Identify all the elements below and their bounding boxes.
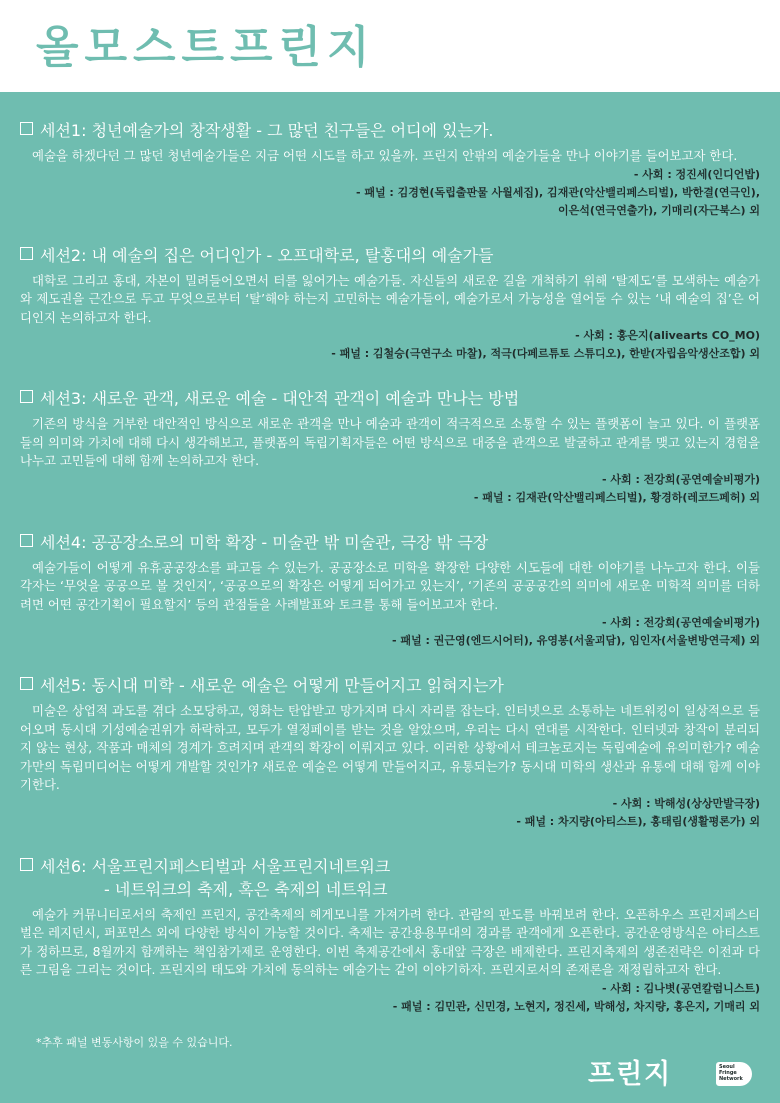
session-moderator: - 사회 : 김나볏(공연칼럼니스트) [601,981,760,995]
session-title: 세션1: 청년예술가의 창작생활 - 그 많던 친구들은 어디에 있는가. [40,121,494,140]
session-5 [20,675,760,831]
session-2 [20,245,760,364]
session-title: 세션6: 서울프린지페스티벌과 서울프린지네트워크 [40,856,391,876]
session-subtitle: - 네트워크의 축제, 혹은 축제의 네트워크 [104,879,388,899]
checkbox-square-icon [20,390,33,403]
logo-mark-line: Fringe [719,1070,737,1076]
footnote: *추후 패널 변동사항이 있을 수 있습니다. [36,1036,233,1049]
session-title: 세션4: 공공장소로의 미학 확장 - 미술관 밖 미술관, 극장 밖 극장 [40,532,489,552]
session-1 [20,120,760,220]
checkbox-square-icon [20,247,33,260]
session-title: 세션5: 동시대 미학 - 새로운 예술은 어떻게 만들어지고 읽혀지는가 [40,676,504,695]
session-3 [20,388,760,507]
session-panel: - 패널 : 김재관(악산밸리페스티벌), 황경하(레코드페허) 외 [473,490,760,504]
logo-mark-line: Seoul [719,1064,735,1070]
session-description: 예술가들이 어떻게 유휴공공장소를 파고들 수 있는가. 공공장소로 미학을 확장한 다양한 시도들에 대한 이야기를 나누고자 한다. 이들 각자는 ‘무엇을 공공으로 볼 것인지’, ‘공공으로의 확장은 어떻게 되어가고 있는지’, ‘기존의 공공공간의 의미에 새로운 미학적 의미를 더하려면 어떤 공간기획이 필요할지’ 등의 관점들을 사례발표와 토크를 통해 들어보고자 한다. [20,559,760,612]
session-description: 예술을 하겠다던 그 많던 청년예술가들은 지금 어떤 시도를 하고 있을까. 프린지 안팎의 예술가들을 만나 이야기를 들어보고자 한다. [32,148,738,163]
session-panel: - 패널 : 김민관, 신민경, 노현지, 정진세, 박해성, 차지량, 홍은지, 기매리 외 [392,999,760,1013]
logo-mark-line: Network [719,1076,743,1082]
session-moderator: - 사회 : 정진세(인디언밥) [633,167,760,181]
session-moderator: - 사회 : 전강희(공연예술비평가) [601,616,760,629]
checkbox-square-icon [20,534,33,547]
session-list [20,120,760,1041]
session-moderator: - 사회 : 홍은지(alivearts CO_MO) [575,329,760,342]
session-title: 세션3: 새로운 관객, 새로운 예술 - 대안적 관객이 예술과 만나는 방법 [40,389,520,408]
seoul-fringe-network-mark [716,1062,752,1086]
session-description: 미술은 상업적 과도를 겪다 소모당하고, 영화는 탄압받고 망가지며 다시 자리를 잡는다. 인터넷으로 소통하는 네트워킹이 일상적으로 들어오며 동시대 기성예술권위가 하락하고, 모두가 열정페이를 받는 것을 알았으며, 우리는 다시 연대를 시작한다. 인터넷과 창작이 분리되지 않는 현상, 작품과 매체의 경계가 흐려지며 관객의 확장이 이뤄지고 있다. 이러한 상황에서 테크놀로지는 독립예술에 유의미한가? 예술가만의 독립미디어는 어떻게 개발할 것인가? 새로운 예술은 어떻게 만들어지고, 유통되는가? 동시대 미학의 생산과 유통에 대해 함께 이야기한다. [20,703,760,792]
session-description: 예술가 커뮤니티로서의 축제인 프린지, 공간축제의 헤게모니를 가져가려 한다. 관람의 판도를 바꿔보려 한다. 오픈하우스 프린지페스티벌은 레지던시, 퍼포먼스 외에 다양한 방식이 가능할 것이다. 축제는 공간용용무대의 경과를 관객에게 오픈한다. 공간운영방식은 아티스트가 정하므로, 8월까지 함께하는 책임참가제로 운영한다. 이번 축제공간에서 홍대앞 극장은 배제한다. 프린지축제의 생존전략은 이전과 다른 그림을 그리는 것이다. 프린지의 태도와 가치에 동의하는 예술가는 같이 이야기하자. 프린지로서의 존재론을 재정립하고자 한다. [20,906,760,977]
session-panel: - 패널 : 권근영(엔드시어터), 유영봉(서울괴담), 임인자(서울변방연극제) 외 [392,634,760,647]
page-title: 올모스트프린지 [36,22,376,73]
checkbox-square-icon [20,858,33,871]
session-description: 대학로 그리고 홍대, 자본이 밀려들어오면서 터를 잃어가는 예술가들. 자신들의 새로운 길을 개척하기 위해 ‘탈제도’를 모색하는 예술가와 제도권을 근간으로 두고 무엇으로부터 ‘탈’해야 하는지 고민하는 예술가들이, 예술가로서 가능성을 열어둘 수 있는 ‘내 예술의 집’은 어디인지 논의하고자 한다. [20,272,760,325]
session-panel-continued: 이은석(연극연출가), 기매리(자근북스) 외 [558,203,760,217]
logo-text: 프린지 [588,1059,673,1090]
session-panel: - 패널 : 김철승(극연구소 마찰), 적극(다페르튜토 스튜디오), 한받(자립음악생산조합) 외 [331,347,760,360]
session-description: 기존의 방식을 거부한 대안적인 방식으로 새로운 관객을 만나 예술과 관객이 적극적으로 소통할 수 있는 플랫폼이 늘고 있다. 이 플랫폼들의 의미와 가치에 대해 다시 생각해보고, 플랫폼의 독립기획자들은 어떤 방식으로 대중을 관객으로 발굴하고 관계를 맺고 있는지 경험을 나누고 고민들에 대해 함께 논의하고자 한다. [20,416,760,468]
checkbox-square-icon [20,122,33,135]
session-moderator: - 사회 : 박해성(상상만발극장) [612,796,760,810]
header [0,0,780,92]
session-moderator: - 사회 : 전강희(공연예술비평가) [601,472,760,486]
fringe-logo [588,1060,768,1090]
session-4 [20,532,760,651]
session-6 [20,856,760,1016]
session-panel: - 패널 : 김경현(독립출판물 사월세집), 김재관(악산밸리페스티벌), 박한결(연극인), [355,185,760,199]
session-panel: - 패널 : 차지량(아티스트), 홍태림(생활평론가) 외 [516,814,760,828]
session-title: 세션2: 내 예술의 집은 어디인가 - 오프대학로, 탈홍대의 예술가들 [40,245,494,265]
checkbox-square-icon [20,677,33,690]
